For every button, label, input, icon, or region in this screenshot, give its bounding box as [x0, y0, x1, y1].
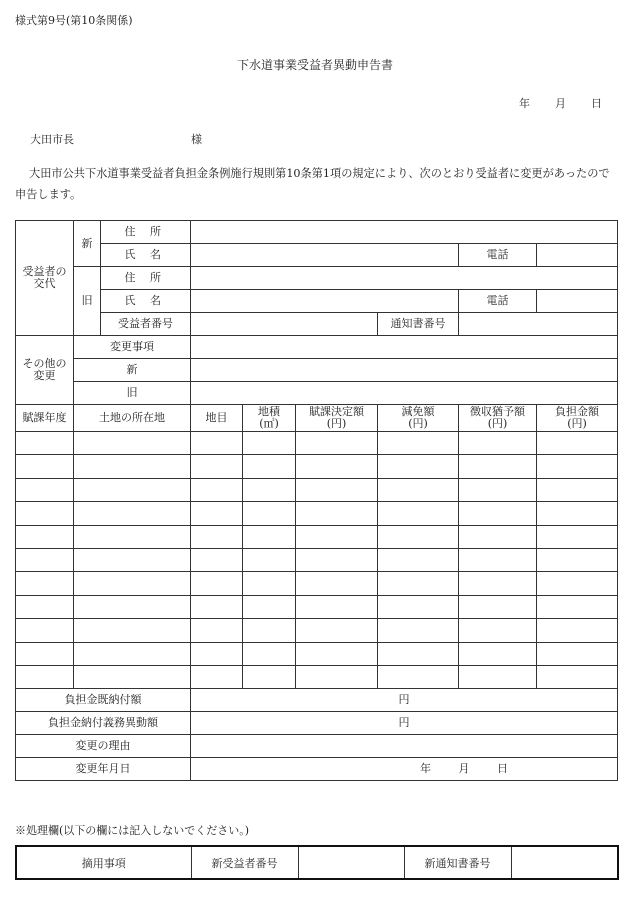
charge-cell[interactable]: [537, 502, 618, 525]
assessment-cell[interactable]: [296, 502, 378, 525]
change-date-field[interactable]: [191, 758, 618, 781]
deferral-cell[interactable]: [459, 642, 537, 665]
location-cell[interactable]: [74, 665, 191, 688]
exemption-cell[interactable]: [378, 502, 459, 525]
declaration-text: [15, 163, 617, 205]
charge-cell[interactable]: [537, 455, 618, 478]
date-day-label: 日: [591, 97, 602, 110]
assessment-cell[interactable]: [296, 432, 378, 455]
exemption-cell[interactable]: [378, 432, 459, 455]
area-cell[interactable]: [243, 432, 296, 455]
new-name-label: 氏 名: [101, 244, 191, 267]
table-row: [16, 525, 618, 548]
paid-amount-field[interactable]: [191, 689, 618, 712]
addressee: 大田市長: [30, 133, 74, 146]
beneficiary-number-label: 受益者番号: [101, 313, 191, 336]
change-date-day: 日: [497, 762, 509, 776]
table-row: [16, 502, 618, 525]
category-cell[interactable]: [191, 619, 243, 642]
assessment-cell[interactable]: [296, 619, 378, 642]
new-phone-field[interactable]: [537, 244, 618, 267]
exemption-cell[interactable]: [378, 478, 459, 501]
category-cell[interactable]: [191, 455, 243, 478]
assessment-cell[interactable]: [296, 455, 378, 478]
assessment-cell[interactable]: [296, 595, 378, 618]
form-number: 様式第9号(第10条関係): [15, 14, 133, 27]
other-change-old-field[interactable]: [191, 382, 618, 405]
assessment-cell[interactable]: [296, 572, 378, 595]
processing-table: [15, 845, 619, 880]
location-cell[interactable]: [74, 478, 191, 501]
table-row: [16, 572, 618, 595]
col-fiscal-year: 賦課年度: [16, 405, 74, 432]
year-cell[interactable]: [16, 642, 74, 665]
beneficiary-number-field[interactable]: [191, 313, 378, 336]
category-cell[interactable]: [191, 478, 243, 501]
table-row: [16, 619, 618, 642]
location-cell[interactable]: [74, 642, 191, 665]
deferral-cell[interactable]: [459, 595, 537, 618]
new-phone-label: 電話: [459, 244, 537, 267]
year-cell[interactable]: [16, 502, 74, 525]
obligation-change-label: 負担金納付義務異動額: [16, 712, 191, 735]
new-beneficiary-label: 新: [74, 221, 101, 267]
paid-amount-label: 負担金既納付額: [16, 689, 191, 712]
new-address-label: 住 所: [101, 221, 191, 244]
change-reason-label: 変更の理由: [16, 735, 191, 758]
obligation-change-field[interactable]: [191, 712, 618, 735]
area-cell[interactable]: [243, 595, 296, 618]
charge-cell[interactable]: [537, 642, 618, 665]
charge-cell[interactable]: [537, 665, 618, 688]
charge-cell[interactable]: [537, 478, 618, 501]
area-cell[interactable]: [243, 572, 296, 595]
paid-amount-unit: 円: [398, 693, 410, 707]
area-cell[interactable]: [243, 665, 296, 688]
change-item-label: 変更事項: [74, 336, 191, 359]
date-year-label: 年: [519, 97, 530, 110]
other-change-new-field[interactable]: [191, 359, 618, 382]
area-cell[interactable]: [243, 478, 296, 501]
exemption-cell[interactable]: [378, 548, 459, 571]
location-cell[interactable]: [74, 455, 191, 478]
exemption-cell[interactable]: [378, 595, 459, 618]
assessment-cell[interactable]: [296, 642, 378, 665]
other-change-label: その他の変更: [16, 336, 74, 405]
exemption-cell[interactable]: [378, 525, 459, 548]
declaration-body: 大田市公共下水道事業受益者負担金条例施行規則第10条第1項の規定により、次のとおり受益者に変更があったので申告します。: [15, 167, 610, 201]
deferral-cell[interactable]: [459, 548, 537, 571]
assessment-cell[interactable]: [296, 548, 378, 571]
category-cell[interactable]: [191, 595, 243, 618]
location-cell[interactable]: [74, 619, 191, 642]
table-row: [16, 432, 618, 455]
table-row: [16, 455, 618, 478]
year-cell[interactable]: [16, 595, 74, 618]
year-cell[interactable]: [16, 455, 74, 478]
table-row: [16, 548, 618, 571]
col-assessment: 賦課決定額 (円): [296, 405, 378, 432]
page-title: 下水道事業受益者異動申告書: [236, 58, 393, 72]
remarks-label: 摘用事項: [16, 846, 191, 879]
old-address-field[interactable]: [191, 267, 618, 290]
new-beneficiary-number-field[interactable]: [298, 846, 404, 879]
old-phone-field[interactable]: [537, 290, 618, 313]
notice-number-label: 通知書番号: [378, 313, 459, 336]
area-cell[interactable]: [243, 619, 296, 642]
year-cell[interactable]: [16, 572, 74, 595]
change-date-month: 月: [458, 762, 470, 776]
deferral-cell[interactable]: [459, 572, 537, 595]
col-charge: 負担金額 (円): [537, 405, 618, 432]
location-cell[interactable]: [74, 548, 191, 571]
location-cell[interactable]: [74, 572, 191, 595]
change-item-field[interactable]: [191, 336, 618, 359]
deferral-cell[interactable]: [459, 432, 537, 455]
category-cell[interactable]: [191, 548, 243, 571]
category-cell[interactable]: [191, 665, 243, 688]
charge-cell[interactable]: [537, 525, 618, 548]
deferral-cell[interactable]: [459, 502, 537, 525]
change-date-label: 変更年月日: [16, 758, 191, 781]
deferral-cell[interactable]: [459, 665, 537, 688]
col-area: 地積 (㎡): [243, 405, 296, 432]
exemption-cell[interactable]: [378, 572, 459, 595]
charge-cell[interactable]: [537, 572, 618, 595]
col-deferral: 徴収猶予額 (円): [459, 405, 537, 432]
assessment-cell[interactable]: [296, 525, 378, 548]
year-cell[interactable]: [16, 548, 74, 571]
table-row: [16, 665, 618, 688]
col-exemption: 減免額 (円): [378, 405, 459, 432]
area-cell[interactable]: [243, 502, 296, 525]
area-cell[interactable]: [243, 525, 296, 548]
assessment-cell[interactable]: [296, 478, 378, 501]
deferral-cell[interactable]: [459, 525, 537, 548]
new-name-field[interactable]: [191, 244, 459, 267]
old-address-label: 住 所: [101, 267, 191, 290]
year-cell[interactable]: [16, 665, 74, 688]
table-row: [16, 642, 618, 665]
charge-cell[interactable]: [537, 548, 618, 571]
exemption-cell[interactable]: [378, 619, 459, 642]
exemption-cell[interactable]: [378, 642, 459, 665]
other-change-new-label: 新: [74, 359, 191, 382]
table-row: [16, 478, 618, 501]
data-rows: [16, 432, 618, 689]
addressee-suffix: 様: [191, 133, 202, 146]
year-cell[interactable]: [16, 478, 74, 501]
location-cell[interactable]: [74, 525, 191, 548]
assessment-cell[interactable]: [296, 665, 378, 688]
year-cell[interactable]: [16, 525, 74, 548]
old-phone-label: 電話: [459, 290, 537, 313]
area-cell[interactable]: [243, 548, 296, 571]
location-cell[interactable]: [74, 595, 191, 618]
category-cell[interactable]: [191, 502, 243, 525]
deferral-cell[interactable]: [459, 478, 537, 501]
col-land-location: 土地の所在地: [74, 405, 191, 432]
obligation-change-unit: 円: [398, 716, 410, 730]
change-report-table: [15, 220, 618, 781]
category-cell[interactable]: [191, 642, 243, 665]
new-address-field[interactable]: [191, 221, 618, 244]
notice-number-field[interactable]: [459, 313, 618, 336]
old-name-field[interactable]: [191, 290, 459, 313]
charge-cell[interactable]: [537, 595, 618, 618]
old-beneficiary-label: 旧: [74, 267, 101, 336]
category-cell[interactable]: [191, 525, 243, 548]
beneficiary-change-label: 受益者の交代: [16, 221, 74, 336]
year-cell[interactable]: [16, 432, 74, 455]
charge-cell[interactable]: [537, 432, 618, 455]
table-row: [16, 595, 618, 618]
location-cell[interactable]: [74, 432, 191, 455]
location-cell[interactable]: [74, 502, 191, 525]
category-cell[interactable]: [191, 572, 243, 595]
other-change-old-label: 旧: [74, 382, 191, 405]
new-beneficiary-number-label: 新受益者番号: [191, 846, 298, 879]
change-date-year: 年: [420, 762, 432, 776]
category-cell[interactable]: [191, 432, 243, 455]
old-name-label: 氏 名: [101, 290, 191, 313]
deferral-cell[interactable]: [459, 455, 537, 478]
year-cell[interactable]: [16, 619, 74, 642]
new-notice-number-field[interactable]: [511, 846, 618, 879]
charge-cell[interactable]: [537, 619, 618, 642]
exemption-cell[interactable]: [378, 455, 459, 478]
change-reason-field[interactable]: [191, 735, 618, 758]
date-month-label: 月: [555, 97, 566, 110]
area-cell[interactable]: [243, 642, 296, 665]
col-land-category: 地目: [191, 405, 243, 432]
exemption-cell[interactable]: [378, 665, 459, 688]
processing-note: ※処理欄(以下の欄には記入しないでください。): [15, 824, 250, 837]
area-cell[interactable]: [243, 455, 296, 478]
deferral-cell[interactable]: [459, 619, 537, 642]
new-notice-number-label: 新通知書番号: [404, 846, 511, 879]
